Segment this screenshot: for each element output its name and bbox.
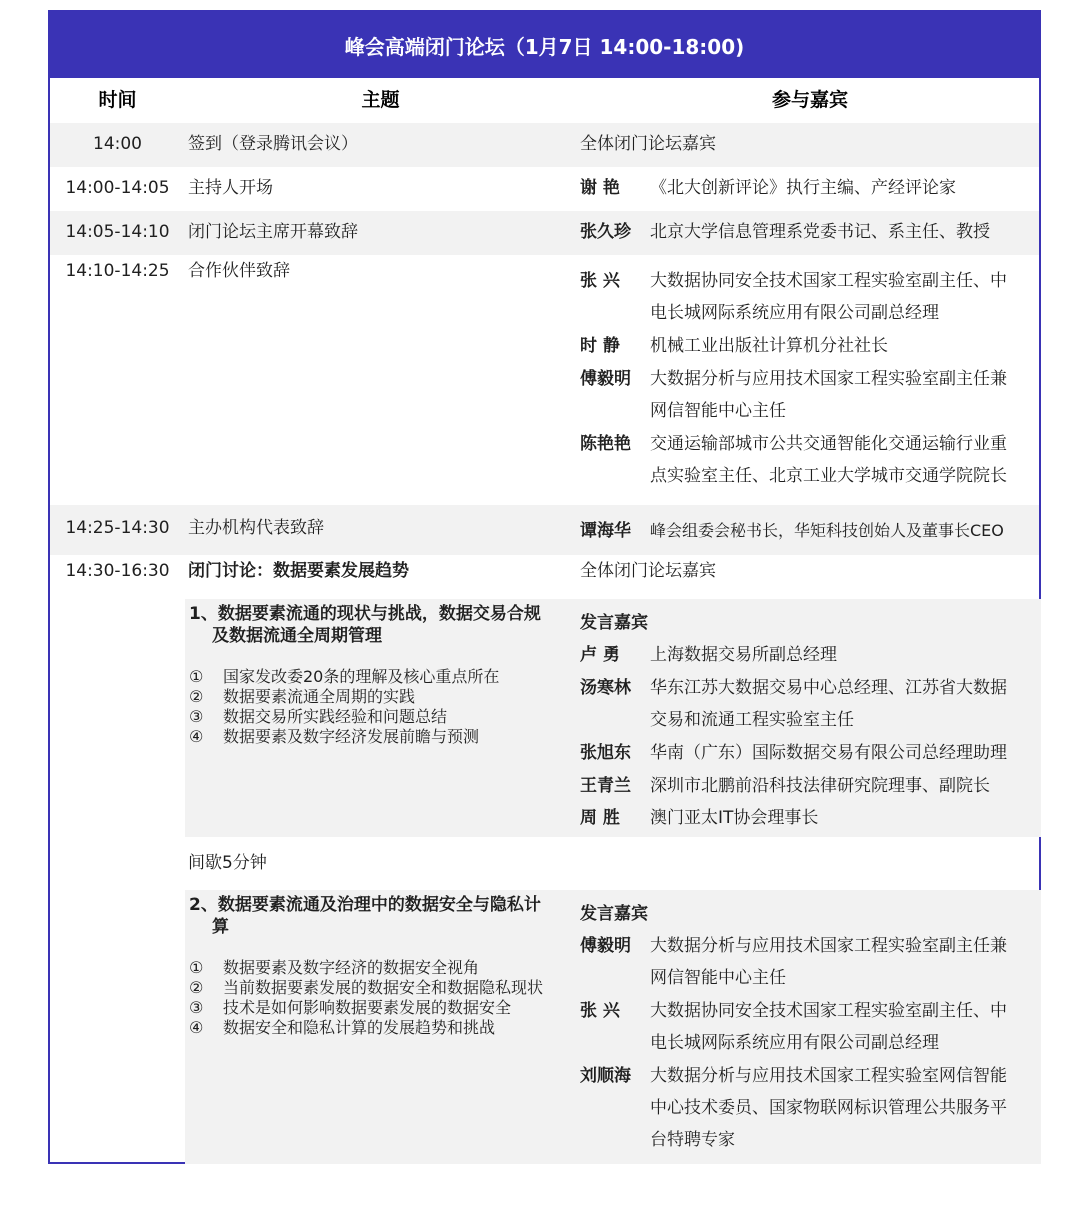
agenda-row <box>50 167 1039 211</box>
session-2-topics <box>189 958 543 1038</box>
list-item: ① 数据要素及数字经济的数据安全视角 <box>189 958 480 977</box>
row-guests: 全体闭门论坛嘉宾 <box>580 134 716 154</box>
column-header-time: 时间 <box>98 89 137 111</box>
speaker-title: 大数据协同安全技术国家工程实验室副主任、中 电长城网际系统应用有限公司副总经理 <box>650 1001 1007 1053</box>
speaker-title: 华东江苏大数据交易中心总经理、江苏省大数据 交易和流通工程实验室主任 <box>650 678 1007 730</box>
speaker-title: 《北大创新评论》执行主编、产经评论家 <box>650 178 956 198</box>
speaker-name: 陈艳艳 <box>580 434 631 454</box>
speaker <box>580 995 1007 1059</box>
list-item: ③ 数据交易所实践经验和问题总结 <box>189 707 448 726</box>
session-2-title: 2、数据要素流通及治理中的数据安全与隐私计 算 <box>189 895 541 937</box>
speaker-name: 王青兰 <box>580 776 631 796</box>
speaker-name: 谢 艳 <box>580 178 620 198</box>
agenda-row <box>50 211 1039 255</box>
speaker-name: 张久珍 <box>580 222 631 242</box>
column-header-topic: 主题 <box>361 89 400 111</box>
row-guests: 全体闭门论坛嘉宾 <box>580 561 716 581</box>
list-item: ④ 数据安全和隐私计算的发展趋势和挑战 <box>189 1018 496 1037</box>
speaker-name: 卢 勇 <box>580 645 620 665</box>
session-2 <box>185 890 1041 1164</box>
row-time: 14:25-14:30 <box>65 518 170 538</box>
row-topic: 签到（登录腾讯会议） <box>188 134 358 154</box>
speaker-title: 深圳市北鹏前沿科技法律研究院理事、副院长 <box>650 776 990 796</box>
row-topic: 合作伙伴致辞 <box>188 261 290 281</box>
speaker-title: 大数据协同安全技术国家工程实验室副主任、中 电长城网际系统应用有限公司副总经理 <box>650 271 1007 323</box>
row-time: 14:30-16:30 <box>65 561 170 581</box>
speaker <box>580 363 1007 427</box>
speaker-name: 傅毅明 <box>580 369 631 389</box>
speaker-title: 华南（广东）国际数据交易有限公司总经理助理 <box>650 743 1007 763</box>
speaker <box>580 265 1007 329</box>
agenda-row <box>50 255 1039 505</box>
speaker-title: 澳门亚太IT协会理事长 <box>650 808 819 828</box>
speaker <box>580 330 888 362</box>
speaker <box>580 1060 1007 1156</box>
row-topic: 闭门讨论：数据要素发展趋势 <box>188 561 409 581</box>
speakers-label: 发言嘉宾 <box>580 613 648 633</box>
speaker-name: 张 兴 <box>580 1001 620 1021</box>
session-1-topics <box>189 667 499 747</box>
speaker <box>580 802 818 834</box>
speaker <box>580 172 956 204</box>
speaker <box>580 216 990 248</box>
speaker-name: 汤寒林 <box>580 678 631 698</box>
speaker-name: 傅毅明 <box>580 936 631 956</box>
list-item: ② 当前数据要素发展的数据安全和数据隐私现状 <box>189 978 544 997</box>
row-topic: 主持人开场 <box>188 178 273 198</box>
speaker-title: 北京大学信息管理系党委书记、系主任、教授 <box>650 222 990 242</box>
session-1-title: 1、数据要素流通的现状与挑战，数据交易合规 及数据流通全周期管理 <box>189 604 541 646</box>
speaker-title: 大数据分析与应用技术国家工程实验室副主任兼 网信智能中心主任 <box>650 369 1007 421</box>
row-topic: 闭门论坛主席开幕致辞 <box>188 222 358 242</box>
speaker-title: 大数据分析与应用技术国家工程实验室网信智能 中心技术委员、国家物联网标识管理公共服务平 台特聘专家 <box>650 1066 1007 1150</box>
speaker-title: 交通运输部城市公共交通智能化交通运输行业重 点实验室主任、北京工业大学城市交通学院院长 <box>650 434 1007 486</box>
speaker-name: 谭海华 <box>580 521 631 541</box>
speaker <box>580 515 1004 547</box>
row-time: 14:00-14:05 <box>65 178 170 198</box>
speaker-title: 机械工业出版社计算机分社社长 <box>650 336 888 356</box>
list-item: ② 数据要素流通全周期的实践 <box>189 687 416 706</box>
speaker <box>580 930 1007 994</box>
agenda-title: 峰会高端闭门论坛（1月7日 14:00-18:00) <box>344 34 745 59</box>
break-note: 间歇5分钟 <box>188 853 267 873</box>
speaker <box>580 672 1007 736</box>
agenda-table <box>48 10 1041 1164</box>
speaker-title: 峰会组委会秘书长，华矩科技创始人及董事长CEO <box>650 521 1004 540</box>
row-topic: 主办机构代表致辞 <box>188 518 324 538</box>
agenda-row <box>50 555 1039 599</box>
speaker-title: 大数据分析与应用技术国家工程实验室副主任兼 网信智能中心主任 <box>650 936 1007 988</box>
agenda-row <box>50 123 1039 167</box>
speaker <box>580 428 1007 492</box>
list-item: ③ 技术是如何影响数据要素发展的数据安全 <box>189 998 512 1017</box>
agenda-row <box>50 505 1039 555</box>
speaker-title: 上海数据交易所副总经理 <box>650 645 837 665</box>
speaker-name: 刘顺海 <box>580 1066 631 1086</box>
speaker-name: 张 兴 <box>580 271 620 291</box>
speaker-name: 时 静 <box>580 336 620 356</box>
row-time: 14:10-14:25 <box>65 261 170 281</box>
list-item: ④ 数据要素及数字经济发展前瞻与预测 <box>189 727 480 746</box>
speakers-label: 发言嘉宾 <box>580 904 648 924</box>
list-item: ① 国家发改委20条的理解及核心重点所在 <box>189 667 500 686</box>
speaker <box>580 737 1007 769</box>
speaker <box>580 770 990 802</box>
agenda-header <box>50 12 1039 78</box>
row-time: 14:00 <box>93 134 142 154</box>
session-1 <box>185 599 1041 837</box>
row-time: 14:05-14:10 <box>65 222 170 242</box>
speaker <box>580 639 837 671</box>
column-header-guests: 参与嘉宾 <box>771 89 848 111</box>
speaker-name: 张旭东 <box>580 743 631 763</box>
speaker-name: 周 胜 <box>580 808 620 828</box>
